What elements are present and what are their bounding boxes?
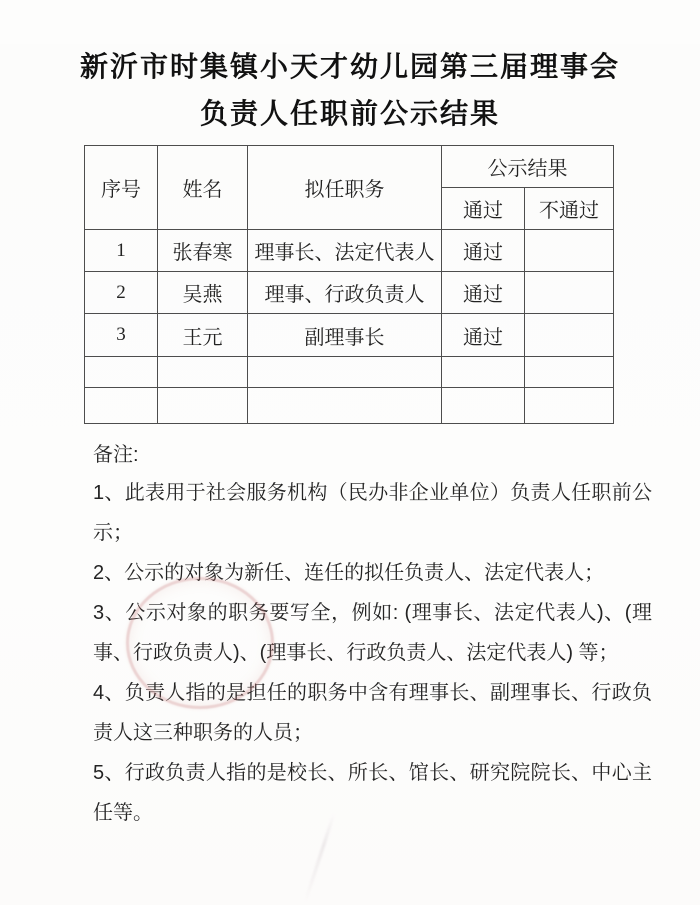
cell-name xyxy=(158,388,248,424)
cell-position: 理事、行政负责人 xyxy=(248,272,442,314)
cell-fail xyxy=(525,272,614,314)
cell-position: 理事长、法定代表人 xyxy=(248,230,442,272)
document-title xyxy=(0,44,700,138)
cell-name: 吴燕 xyxy=(158,272,248,314)
note-item-1: 1、此表用于社会服务机构（民办非企业单位）负责人任职前公示； xyxy=(93,482,652,544)
cell-pass xyxy=(442,388,525,424)
cell-fail xyxy=(525,314,614,357)
table-header-row-1 xyxy=(85,146,614,188)
cell-position xyxy=(248,388,442,424)
cell-pass xyxy=(442,357,525,388)
cell-index: 3 xyxy=(85,314,158,357)
column-header-index: 序号 xyxy=(85,146,158,230)
title-line-2: 负责人任职前公示结果 xyxy=(199,99,500,130)
column-header-fail: 不通过 xyxy=(525,188,614,230)
cell-fail xyxy=(525,230,614,272)
column-header-position: 拟任职务 xyxy=(248,146,442,230)
notes-label: 备注: xyxy=(93,444,139,466)
publicity-result-table xyxy=(84,145,614,424)
note-item-3: 3、公示对象的职务要写全，例如: (理事长、法定代表人)、(理事、行政负责人)、(理事长、行政负责人、法定代表人) 等； xyxy=(93,602,652,664)
column-header-name: 姓名 xyxy=(158,146,248,230)
table-row xyxy=(85,272,614,314)
scanned-document-page xyxy=(0,44,700,905)
note-item-4: 4、负责人指的是担任的职务中含有理事长、副理事长、行政负责人这三种职务的人员； xyxy=(93,682,652,744)
cell-position xyxy=(248,357,442,388)
table-row xyxy=(85,230,614,272)
title-line-1: 新沂市时集镇小天才幼儿园第三届理事会 xyxy=(79,52,620,83)
cell-name xyxy=(158,357,248,388)
cell-index: 2 xyxy=(85,272,158,314)
table-row-empty xyxy=(85,357,614,388)
column-header-pass: 通过 xyxy=(442,188,525,230)
cell-position: 副理事长 xyxy=(248,314,442,357)
cell-pass: 通过 xyxy=(442,230,525,272)
notes-section xyxy=(93,437,652,833)
cell-index xyxy=(85,388,158,424)
column-header-result-group: 公示结果 xyxy=(442,146,614,188)
note-item-5: 5、行政负责人指的是校长、所长、馆长、研究院院长、中心主任等。 xyxy=(93,762,652,824)
cell-index xyxy=(85,357,158,388)
cell-pass: 通过 xyxy=(442,314,525,357)
cell-index: 1 xyxy=(85,230,158,272)
cell-fail xyxy=(525,388,614,424)
cell-fail xyxy=(525,357,614,388)
cell-pass: 通过 xyxy=(442,272,525,314)
cell-name: 王元 xyxy=(158,314,248,357)
table-row-empty xyxy=(85,388,614,424)
note-item-2: 2、公示的对象为新任、连任的拟任负责人、法定代表人； xyxy=(93,562,605,584)
table-row xyxy=(85,314,614,357)
cell-name: 张春寒 xyxy=(158,230,248,272)
